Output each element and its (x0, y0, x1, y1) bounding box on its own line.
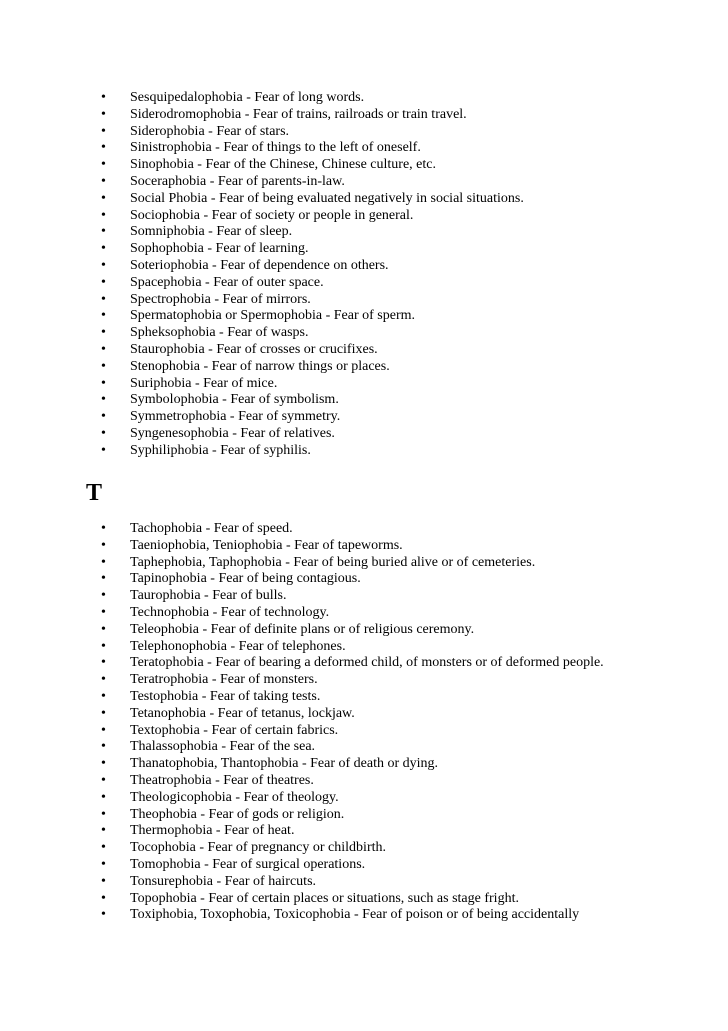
list-item (0, 124, 524, 141)
list-item (0, 191, 524, 208)
list-item (0, 409, 524, 426)
list-item (0, 689, 604, 706)
list-item-text: Theatrophobia - Fear of theatres. (130, 772, 314, 788)
bullet-icon: • (101, 106, 106, 122)
list-item-text: Stenophobia - Fear of narrow things or places. (130, 358, 390, 374)
list-item (0, 756, 604, 773)
list-item-text: Spermatophobia or Spermophobia - Fear of sperm. (130, 308, 415, 324)
list-item (0, 773, 604, 790)
list-item-text: Teratophobia - Fear of bearing a deformed child, of monsters or of deformed people. (130, 655, 604, 671)
list-item (0, 107, 524, 124)
list-item-text: Soteriophobia - Fear of dependence on others. (130, 257, 389, 273)
list-item-text: Sinophobia - Fear of the Chinese, Chinese culture, etc. (130, 157, 436, 173)
list-item (0, 224, 524, 241)
list-item (0, 790, 604, 807)
bullet-icon: • (101, 655, 106, 671)
list-item-text: Syngenesophobia - Fear of relatives. (130, 425, 335, 441)
list-item (0, 292, 524, 309)
list-item (0, 706, 604, 723)
list-item-text: Topophobia - Fear of certain places or situations, such as stage fright. (130, 890, 519, 906)
bullet-icon: • (101, 241, 106, 257)
bullet-icon: • (101, 392, 106, 408)
bullet-icon: • (101, 772, 106, 788)
list-item-text: Theophobia - Fear of gods or religion. (130, 806, 345, 822)
bullet-icon: • (101, 890, 106, 906)
bullet-icon: • (101, 789, 106, 805)
bullet-icon: • (101, 140, 106, 156)
bullet-icon: • (101, 375, 106, 391)
bullet-icon: • (101, 672, 106, 688)
bullet-icon: • (101, 224, 106, 240)
list-item (0, 588, 604, 605)
bullet-icon: • (101, 274, 106, 290)
bullet-icon: • (101, 207, 106, 223)
bullet-icon: • (101, 291, 106, 307)
list-item (0, 874, 604, 891)
bullet-icon: • (101, 308, 106, 324)
list-item-text: Staurophobia - Fear of crosses or crucifixes. (130, 341, 378, 357)
list-item-text: Symmetrophobia - Fear of symmetry. (130, 409, 341, 425)
list-item (0, 392, 524, 409)
list-item (0, 907, 604, 924)
list-item-text: Sociophobia - Fear of society or people in general. (130, 207, 414, 223)
list-item-text: Syphiliphobia - Fear of syphilis. (130, 442, 311, 458)
list-item (0, 275, 524, 292)
list-item-text: Spectrophobia - Fear of mirrors. (130, 291, 311, 307)
bullet-icon: • (101, 756, 106, 772)
bullet-icon: • (101, 425, 106, 441)
list-item (0, 739, 604, 756)
bullet-icon: • (101, 521, 106, 536)
bullet-icon: • (101, 621, 106, 637)
bullet-icon: • (101, 823, 106, 839)
bullet-icon: • (101, 638, 106, 654)
bullet-icon: • (101, 442, 106, 458)
bullet-icon: • (101, 341, 106, 357)
list-item (0, 857, 604, 874)
bullet-icon: • (101, 688, 106, 704)
list-item (0, 655, 604, 672)
list-item-text: Thanatophobia, Thantophobia - Fear of death or dying. (130, 756, 439, 772)
list-item (0, 723, 604, 740)
bullet-icon: • (101, 537, 106, 553)
list-item (0, 157, 524, 174)
bullet-icon: • (101, 806, 106, 822)
bullet-icon: • (101, 856, 106, 872)
list-item-text: Tomophobia - Fear of surgical operations. (130, 856, 366, 872)
list-item-text: Siderodromophobia - Fear of trains, railroads or train travel. (130, 106, 467, 122)
list-item (0, 538, 604, 555)
list-item-text: Siderophobia - Fear of stars. (130, 123, 290, 139)
list-item (0, 208, 524, 225)
bullet-icon: • (101, 90, 106, 105)
list-item (0, 258, 524, 275)
bullet-icon: • (101, 739, 106, 755)
bullet-icon: • (101, 325, 106, 341)
list-item-text: Textophobia - Fear of certain fabrics. (130, 722, 339, 738)
bullet-icon: • (101, 840, 106, 856)
list-item-text: Sophophobia - Fear of learning. (130, 241, 309, 257)
list-item-text: Theologicophobia - Fear of theology. (130, 789, 339, 805)
list-item (0, 174, 524, 191)
list-item-text: Taurophobia - Fear of bulls. (130, 588, 287, 604)
list-item (0, 90, 524, 107)
list-item-text: Teleophobia - Fear of definite plans or of religious ceremony. (130, 621, 475, 637)
list-item-text: Social Phobia - Fear of being evaluated negatively in social situations. (130, 190, 524, 206)
list-item (0, 426, 524, 443)
bullet-icon: • (101, 409, 106, 425)
list-item-text: Thalassophobia - Fear of the sea. (130, 739, 316, 755)
list-item (0, 443, 524, 460)
list-item (0, 555, 604, 572)
list-item-text: Tocophobia - Fear of pregnancy or childbirth. (130, 840, 386, 856)
bullet-icon: • (101, 157, 106, 173)
list-item (0, 840, 604, 857)
bullet-icon: • (101, 588, 106, 604)
bullet-icon: • (101, 190, 106, 206)
list-item-text: Spheksophobia - Fear of wasps. (130, 325, 309, 341)
list-item-text: Tetanophobia - Fear of tetanus, lockjaw. (130, 705, 355, 721)
list-item-text: Taeniophobia, Teniophobia - Fear of tapeworms. (130, 537, 403, 553)
list-item-text: Somniphobia - Fear of sleep. (130, 224, 293, 240)
list-item-text: Sinistrophobia - Fear of things to the left of oneself. (130, 140, 421, 156)
list-item (0, 325, 524, 342)
bullet-icon: • (101, 722, 106, 738)
list-item (0, 622, 604, 639)
bullet-icon: • (101, 554, 106, 570)
list-item (0, 639, 604, 656)
list-item-text: Spacephobia - Fear of outer space. (130, 274, 324, 290)
list-item (0, 571, 604, 588)
phobia-list-t (0, 521, 604, 924)
bullet-icon: • (101, 604, 106, 620)
list-item (0, 342, 524, 359)
bullet-icon: • (101, 173, 106, 189)
list-item (0, 605, 604, 622)
list-item (0, 376, 524, 393)
list-item (0, 140, 524, 157)
section-heading-t: T (86, 480, 103, 506)
list-item-text: Tachophobia - Fear of speed. (130, 521, 293, 536)
list-item (0, 891, 604, 908)
list-item (0, 672, 604, 689)
list-item-text: Thermophobia - Fear of heat. (130, 823, 295, 839)
list-item (0, 823, 604, 840)
list-item-text: Symbolophobia - Fear of symbolism. (130, 392, 339, 408)
bullet-icon: • (101, 907, 106, 923)
bullet-icon: • (101, 705, 106, 721)
list-item-text: Sesquipedalophobia - Fear of long words. (130, 90, 365, 105)
list-item-text: Soceraphobia - Fear of parents-in-law. (130, 173, 345, 189)
bullet-icon: • (101, 257, 106, 273)
list-item (0, 308, 524, 325)
list-item-text: Testophobia - Fear of taking tests. (130, 688, 321, 704)
list-item-text: Taphephobia, Taphophobia - Fear of being buried alive or of cemeteries. (130, 554, 536, 570)
list-item-text: Toxiphobia, Toxophobia, Toxicophobia - Fear of poison or of being accidentally (130, 907, 580, 923)
list-item (0, 521, 604, 538)
list-item-text: Tapinophobia - Fear of being contagious. (130, 571, 361, 587)
list-item (0, 807, 604, 824)
list-item-text: Suriphobia - Fear of mice. (130, 375, 278, 391)
bullet-icon: • (101, 571, 106, 587)
bullet-icon: • (101, 873, 106, 889)
list-item (0, 241, 524, 258)
list-item-text: Tonsurephobia - Fear of haircuts. (130, 873, 317, 889)
bullet-icon: • (101, 358, 106, 374)
list-item-text: Technophobia - Fear of technology. (130, 604, 330, 620)
phobia-list-s (0, 90, 524, 460)
bullet-icon: • (101, 123, 106, 139)
list-item-text: Teratrophobia - Fear of monsters. (130, 672, 318, 688)
list-item-text: Telephonophobia - Fear of telephones. (130, 638, 346, 654)
list-item (0, 359, 524, 376)
